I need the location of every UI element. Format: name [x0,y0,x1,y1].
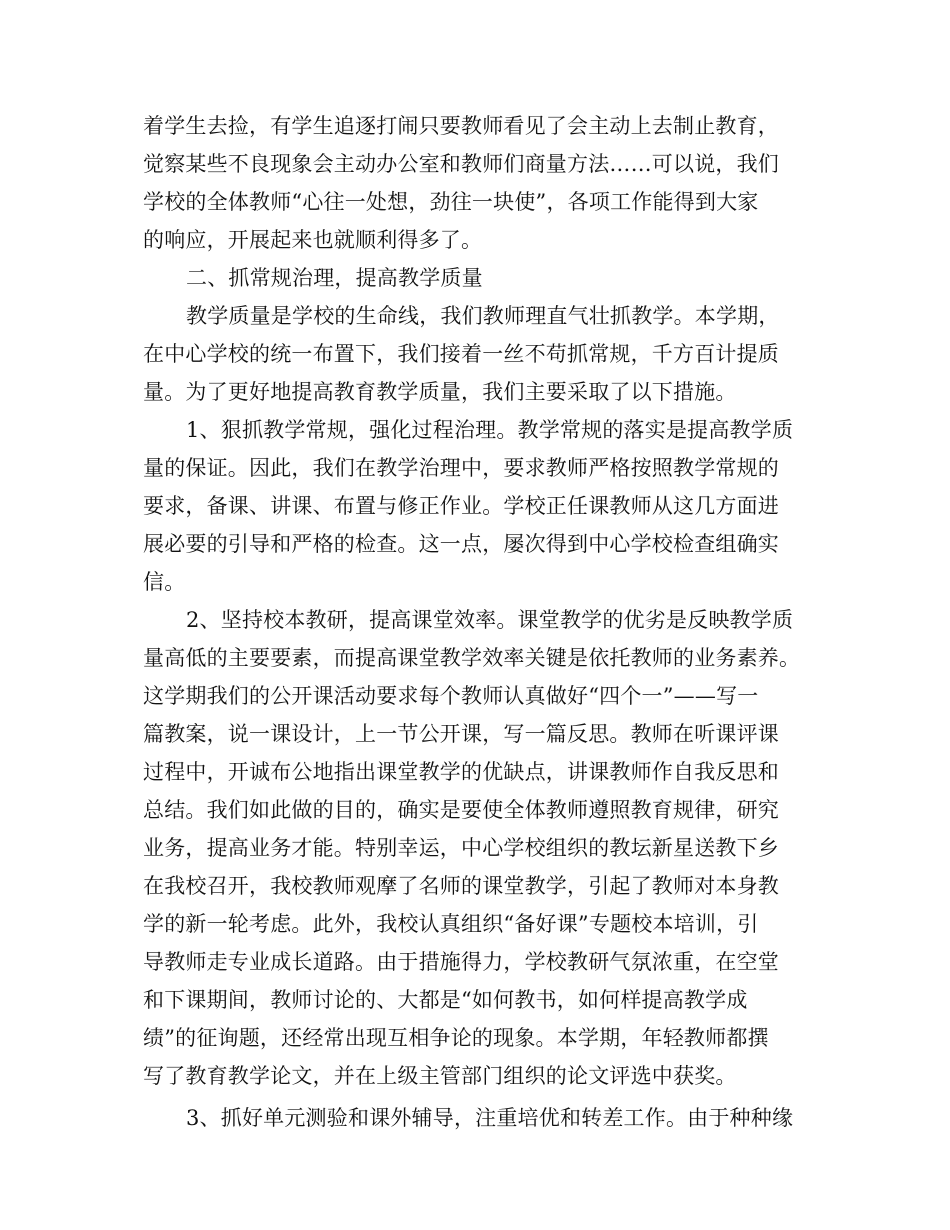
text-line: 过程中，开诚布公地指出课堂教学的优缺点，讲课教师作自我反思和 [143,760,779,784]
text-line: 教学质量是学校的生命线，我们教师理直气壮抓教学。本学期， [186,304,780,328]
text-line: 写了教育教学论文，并在上级主管部门组织的论文评选中获奖。 [143,1064,737,1088]
text-line: 觉察某些不良现象会主动办公室和教师们商量方法……可以说，我们 [143,152,779,176]
text-line: 3、抓好单元测验和课外辅导，注重培优和转差工作。由于种种缘 [186,1106,794,1130]
text-line: 量。为了更好地提高教育教学质量，我们主要采取了以下措施。 [143,380,737,404]
text-line: 这学期我们的公开课活动要求每个教师认真做好“四个一”——写一 [143,684,759,708]
text-line: 信。 [143,570,186,594]
text-line: 着学生去捡，有学生追逐打闹只要教师看见了会主动上去制止教育， [143,114,779,138]
text-line: 学的新一轮考虑。此外，我校认真组织“备好课”专题校本培训，引 [143,912,759,936]
text-line: 学校的全体教师“心往一处想，劲往一块使”，各项工作能得到大家 [143,190,759,214]
text-line: 展必要的引导和严格的检查。这一点，屡次得到中心学校检查组确实 [143,532,779,556]
text-line: 量的保证。因此，我们在教学治理中，要求教师严格按照教学常规的 [143,456,779,480]
text-line: 绩”的征询题，还经常出现互相争论的现象。本学期，年轻教师都撰 [143,1026,769,1050]
text-line: 在我校召开，我校教师观摩了名师的课堂教学，引起了教师对本身教 [143,874,779,898]
text-line: 2、坚持校本教研，提高课堂效率。课堂教学的优劣是反映教学质 [186,608,794,632]
section-heading: 二、抓常规治理，提高教学质量 [186,266,483,290]
text-line: 总结。我们如此做的目的，确实是要使全体教师遵照教育规律，研究 [143,798,779,822]
text-line: 篇教案，说一课设计，上一节公开课，写一篇反思。教师在听课评课 [143,722,779,746]
text-line: 1、狠抓教学常规，强化过程治理。教学常规的落实是提高教学质 [186,418,794,442]
text-line: 业务，提高业务才能。特别幸运，中心学校组织的教坛新星送教下乡 [143,836,779,860]
text-line: 要求，备课、讲课、布置与修正作业。学校正任课教师从这几方面进 [143,494,779,518]
text-line: 和下课期间，教师讨论的、大都是“如何教书，如何样提高教学成 [143,988,748,1012]
text-line: 在中心学校的统一布置下，我们接着一丝不苟抓常规，千方百计提质 [143,342,779,366]
text-line: 导教师走专业成长道路。由于措施得力，学校教研气氛浓重，在空堂 [143,950,779,974]
text-line: 量高低的主要要素，而提高课堂教学效率关键是依托教师的业务素养。 [143,646,801,670]
text-line: 的响应，开展起来也就顺利得多了。 [143,228,483,252]
